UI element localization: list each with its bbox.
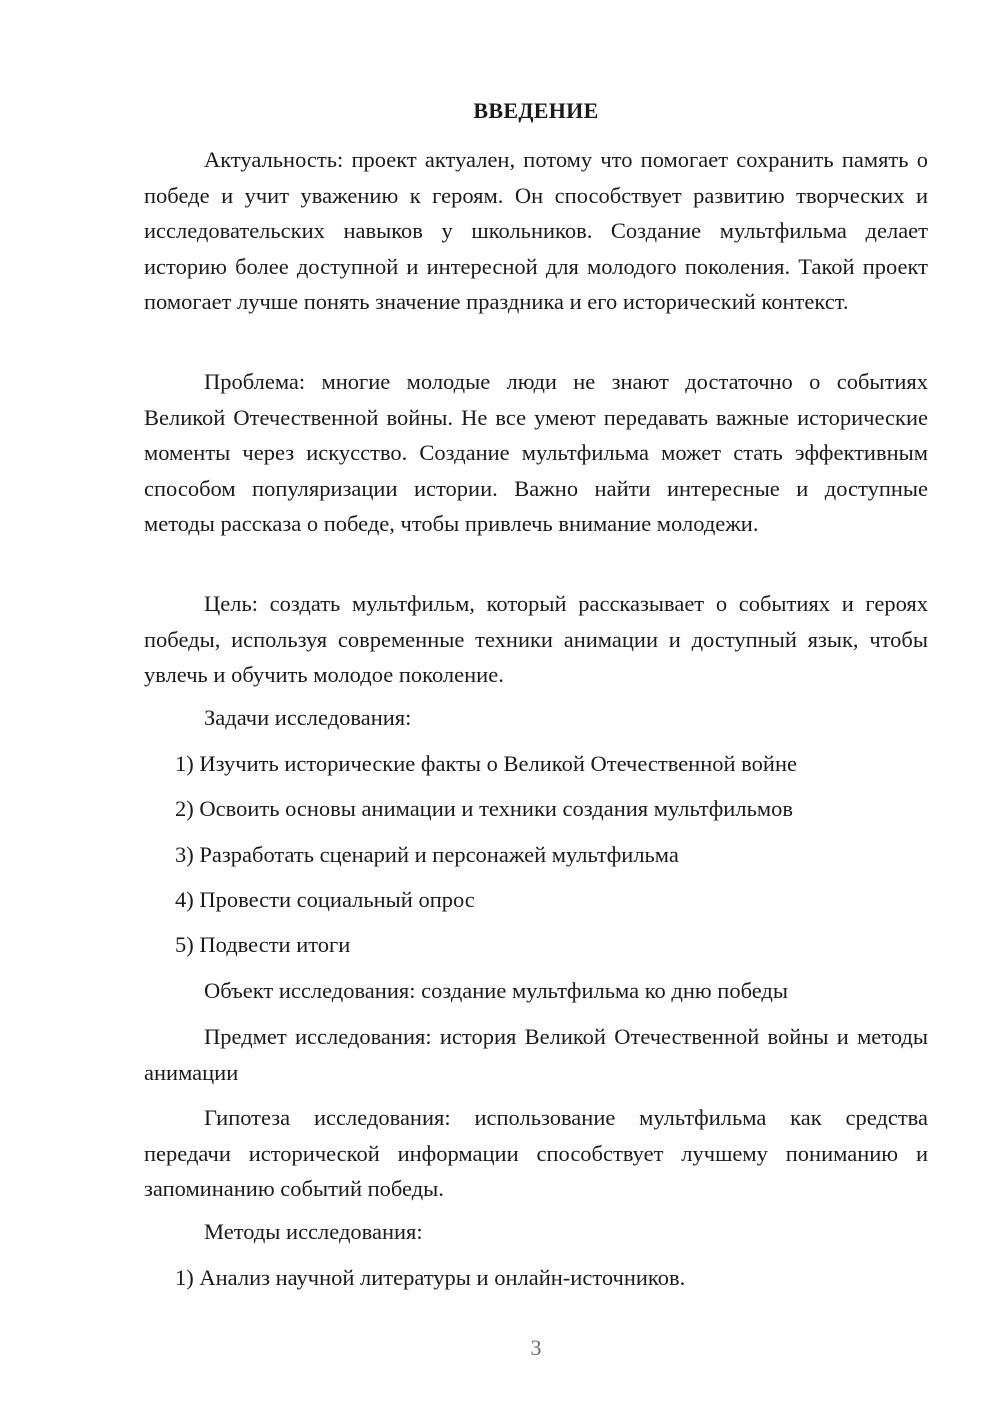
task-item: 3) Разработать сценарий и персонажей мультфильма — [175, 842, 679, 867]
section-heading: ВВЕДЕНИЕ — [473, 98, 599, 123]
relevance-paragraph: Актуальность: проект актуален, потому что помогает сохранить память о победе и учит уважению к героям. Он способствует развитию творческих и исследовательских навыков у школьников. Создание мультфильма делает историю более доступной и интересной для молодого поколения. Такой проект помогает лучше понять значение праздника и его исторический контекст. — [144, 147, 928, 314]
subject-paragraph: Предмет исследования: история Великой Отечественной войны и методы анимации — [144, 1024, 928, 1085]
research-object: Объект исследования: создание мультфильма ко дню победы — [204, 978, 789, 1003]
method-item: 1) Анализ научной литературы и онлайн-источников. — [175, 1265, 686, 1290]
task-item: 1) Изучить исторические факты о Великой Отечественной войне — [175, 751, 797, 776]
task-item: 5) Подвести итоги — [175, 932, 351, 957]
page-number: 3 — [530, 1335, 542, 1360]
task-item: 2) Освоить основы анимации и техники создания мультфильмов — [175, 796, 793, 821]
task-item: 4) Провести социальный опрос — [175, 887, 475, 912]
hypothesis-paragraph: Гипотеза исследования: использование мультфильма как средства передачи исторической информации способствует лучшему пониманию и запоминанию событий победы. — [144, 1105, 928, 1201]
goal-paragraph: Цель: создать мультфильм, который рассказывает о событиях и героях победы, используя современные техники анимации и доступный язык, чтобы увлечь и обучить молодое поколение. — [144, 591, 928, 687]
problem-paragraph: Проблема: многие молодые люди не знают достаточно о событиях Великой Отечественной войны. Не все умеют передавать важные исторические моменты через искусство. Создание мультфильма может стать эффективным способом популяризации истории. Важно найти интересные и доступные методы рассказа о победе, чтобы привлечь внимание молодежи. — [144, 369, 928, 536]
methods-heading: Методы исследования: — [204, 1219, 423, 1244]
tasks-heading: Задачи исследования: — [204, 705, 412, 730]
